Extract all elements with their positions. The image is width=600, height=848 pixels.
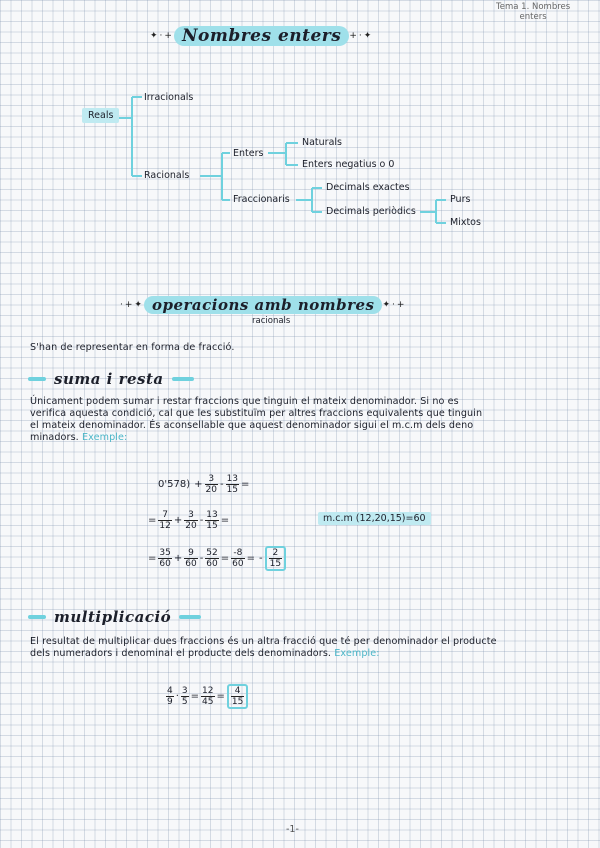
mult-heading-text: multiplicació [54, 608, 172, 626]
eq2-lead: = [148, 515, 157, 526]
suma-para-line1: Únicament podem sumar i restar fraccions que tinguin el mateix denominador. Si no es [30, 396, 459, 407]
corner-note [496, 2, 570, 22]
tree-decimals-exactes: Decimals exactes [326, 182, 410, 193]
eq2-fraction-3: $\frac{13}{15}$ [206, 510, 218, 531]
title-1-text: Nombres enters [174, 26, 349, 46]
eq1-fraction-2: $\frac{13}{15}$ [226, 474, 239, 495]
sparkle-right-2-icon: ✦·+ [382, 300, 407, 310]
tree-purs: Purs [450, 194, 471, 205]
tree-enters-negatius: Enters negatius o 0 [302, 159, 395, 170]
eq3-fraction-3: $\frac{52}{60}$ [206, 548, 218, 569]
mult-equation [166, 684, 248, 709]
eq1-op2: - [219, 479, 224, 490]
mcm-note: m.c.m (12,20,15)=60 [318, 512, 431, 525]
mult-para-line1: El resultat de multiplicar dues fraccions és un altra fracció que té per denominador el producte [30, 636, 497, 647]
title-2-subtitle: racionals [252, 316, 291, 326]
mult-fraction-3: $\frac{12}{45}$ [202, 686, 214, 707]
eq1-op1: + [194, 479, 203, 490]
eq3-fraction-4: $\frac{-8}{60}$ [232, 548, 244, 569]
suma-equation-2 [146, 510, 231, 531]
tree-racionals: Racionals [144, 170, 190, 181]
suma-heading [28, 370, 194, 388]
mult-para-line2: dels numeradors i denominal el producte dels denominadors. [30, 648, 332, 659]
sparkle-right-icon: +·✦ [349, 31, 374, 41]
mult-op: · [175, 691, 179, 702]
mult-eq2: = [216, 691, 225, 702]
mult-fraction-2: $\frac{3}{5}$ [181, 686, 188, 707]
eq2-op1: + [173, 515, 183, 526]
eq3-result: $\frac{2}{15}$ [265, 546, 286, 571]
eq3-lead: = [148, 553, 157, 564]
mult-heading [28, 608, 201, 626]
eq1-tail: = [241, 479, 250, 490]
page-number: -1- [286, 824, 299, 835]
tree-decimals-periodics: Decimals periòdics [326, 206, 416, 217]
tree-reals [82, 110, 119, 121]
eq3-fraction-2: $\frac{9}{60}$ [185, 548, 197, 569]
eq3-op2: - [199, 553, 204, 564]
tree-enters: Enters [233, 148, 264, 159]
eq1-lead: 0'578) [158, 479, 191, 490]
suma-para-line3: el mateix denominador. És aconsellable que aquest denominador sigui el m.c.m dels deno [30, 420, 474, 431]
eq2-fraction-2: $\frac{3}{20}$ [185, 510, 197, 531]
mult-paragraph [30, 636, 570, 660]
sparkle-left-icon: ✦·+ [150, 31, 174, 41]
suma-paragraph [30, 396, 560, 444]
intro-text: S'han de representar en forma de fracció. [30, 342, 235, 353]
corner-note-line2: enters [519, 12, 547, 22]
eq3-neg: - [258, 553, 263, 564]
eq3-eq2: = [246, 553, 255, 564]
eq2-tail: = [220, 515, 230, 526]
suma-para-line4: minadors. [30, 432, 79, 443]
eq3-op1: + [173, 553, 183, 564]
suma-heading-text: suma i resta [54, 370, 164, 388]
eq2-fraction-1: $\frac{7}{12}$ [159, 510, 171, 531]
mult-result: $\frac{4}{15}$ [227, 684, 248, 709]
suma-equation-3 [146, 546, 286, 571]
corner-note-line1: Tema 1. Nombres [496, 2, 571, 12]
eq1-fraction-1: $\frac{3}{20}$ [205, 474, 217, 495]
eq3-fraction-1: $\frac{35}{60}$ [159, 548, 171, 569]
mult-example-label: Exemple: [334, 648, 380, 659]
eq2-op2: - [199, 515, 204, 526]
suma-equation-1 [156, 474, 251, 495]
tree-fraccionaris: Fraccionaris [233, 194, 290, 205]
mult-eq: = [190, 691, 200, 702]
mult-fraction-1: $\frac{4}{9}$ [167, 686, 173, 707]
tree-mixtos: Mixtos [450, 217, 481, 228]
title-2 [120, 296, 406, 314]
title-2-text: operacions amb nombres [144, 296, 383, 314]
suma-para-line2: verifica aquesta condició, cal que les substituïm per altres fraccions equivalents que tinguin [30, 408, 483, 419]
tree-naturals: Naturals [302, 137, 342, 148]
tree-reals-label: Reals [82, 108, 119, 123]
eq3-eq: = [220, 553, 230, 564]
suma-example-label: Exemple: [81, 432, 128, 443]
sparkle-left-2-icon: ·+✦ [120, 300, 144, 310]
title-1 [150, 26, 373, 46]
tree-irracionals: Irracionals [144, 92, 194, 103]
